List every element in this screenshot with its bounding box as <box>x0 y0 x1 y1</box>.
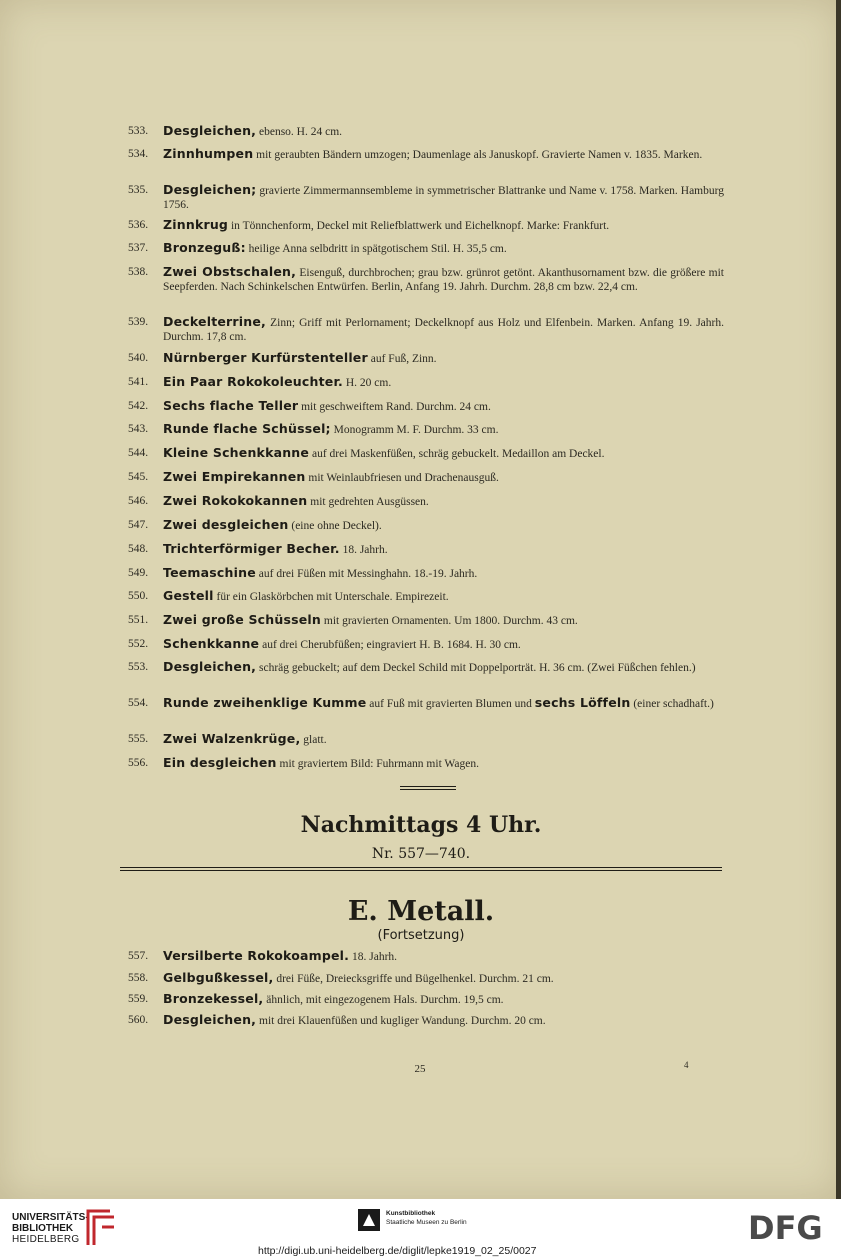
entry-text: mit graviertem Bild: Fuhrmann mit Wagen. <box>276 758 479 770</box>
entry-heading: Schenkkanne <box>163 636 260 651</box>
ornament-rule <box>400 786 456 787</box>
entry-number: 555. <box>128 733 149 745</box>
entry-heading: Desgleichen, <box>163 123 257 138</box>
catalog-entry <box>128 518 724 533</box>
kunstbibliothek-logo-icon[interactable] <box>358 1209 380 1231</box>
catalog-entry <box>128 992 724 1007</box>
entry-heading: Zwei desgleichen <box>163 517 289 532</box>
entry-heading-secondary: sechs Löffeln <box>534 695 631 710</box>
entry-text: auf Fuß mit gravierten Blumen und <box>366 698 535 710</box>
entry-heading: Ein desgleichen <box>163 755 277 770</box>
sheet-signature: 4 <box>684 1060 689 1070</box>
entry-heading: Bronzeguß: <box>163 240 246 255</box>
entry-heading: Desgleichen, <box>163 659 257 674</box>
entry-heading: Zinnkrug <box>163 217 229 232</box>
entry-heading: Zwei Obstschalen, <box>163 264 297 279</box>
entry-text: mit gedrehten Ausgüssen. <box>307 496 429 508</box>
entry-text: H. 20 cm. <box>342 377 392 389</box>
catalog-entry <box>128 241 724 256</box>
dfg-logo[interactable] <box>748 1211 830 1243</box>
catalog-entry <box>128 183 724 212</box>
entry-text: auf drei Maskenfüßen, schräg gebuckelt. Medaillon am Deckel. <box>309 448 605 460</box>
entry-number: 548. <box>128 543 149 555</box>
ornament-rule <box>400 789 456 790</box>
catalog-entry <box>128 218 724 233</box>
entry-heading: Trichterförmiger Becher. <box>163 541 340 556</box>
entry-heading: Runde flache Schüssel; <box>163 421 331 436</box>
catalog-entry <box>128 315 724 344</box>
catalog-entry <box>128 949 724 964</box>
section-divider <box>120 870 722 871</box>
dfg-logo-text: DFG <box>748 1211 823 1243</box>
entry-heading: Deckelterrine, <box>163 314 266 329</box>
entry-text: 18. Jahrh. <box>349 951 398 963</box>
entry-number: 554. <box>128 697 149 709</box>
catalog-entry <box>128 696 724 711</box>
entry-number: 556. <box>128 757 149 769</box>
entry-heading: Sechs flache Teller <box>163 398 299 413</box>
entry-number: 546. <box>128 495 149 507</box>
entry-text: auf Fuß, Zinn. <box>367 353 437 365</box>
catalog-entry <box>128 265 724 294</box>
entry-heading: Zwei große Schüsseln <box>163 612 321 627</box>
university-library-logo-icon[interactable] <box>84 1205 118 1249</box>
entry-number: 557. <box>128 950 149 962</box>
entry-number: 537. <box>128 242 149 254</box>
entry-text: ebenso. H. 24 cm. <box>256 126 343 138</box>
entry-text-secondary: (einer schadhaft.) <box>630 698 714 710</box>
entry-text: auf drei Cherubfüßen; eingraviert H. B. 1684. H. 30 cm. <box>259 639 521 651</box>
entry-number: 538. <box>128 266 149 278</box>
session-time-heading: Nachmittags 4 Uhr. <box>300 812 542 838</box>
section-subtitle: (Fortsetzung) <box>377 928 465 943</box>
entry-heading: Zwei Empirekannen <box>163 469 306 484</box>
entry-number: 559. <box>128 993 149 1005</box>
entry-text: mit geschweiftem Rand. Durchm. 24 cm. <box>298 401 491 413</box>
entry-number: 541. <box>128 376 149 388</box>
entry-number: 560. <box>128 1014 149 1026</box>
entry-heading: Bronzekessel, <box>163 991 264 1006</box>
section-divider <box>120 867 722 868</box>
catalog-entry <box>128 613 724 628</box>
catalog-entry <box>128 422 724 437</box>
catalog-entry <box>128 971 724 986</box>
entry-heading: Desgleichen, <box>163 1012 257 1027</box>
number-range: Nr. 557—740. <box>371 846 471 862</box>
entry-number: 558. <box>128 972 149 984</box>
entry-number: 552. <box>128 638 149 650</box>
entry-number: 535. <box>128 184 149 196</box>
catalog-entry <box>128 446 724 461</box>
entry-heading: Zwei Rokokokannen <box>163 493 308 508</box>
catalog-entry <box>128 589 724 604</box>
entry-text: Eisenguß, durchbrochen; grau bzw. grünrot getönt. Akanthusornament bzw. die größere mit Seepferden. Nach Schinkelschen Entwürfen. Berlin, Anfang 19. Jahrh. Durchm. 28,8 cm bzw. 22,4 cm. <box>163 267 724 293</box>
catalog-entry <box>128 147 724 162</box>
entry-text: Monogramm M. F. Durchm. 33 cm. <box>330 424 499 436</box>
entry-heading: Teemaschine <box>163 565 256 580</box>
page-number: 25 <box>414 1063 426 1075</box>
catalog-entry <box>128 660 724 675</box>
catalog-entry <box>128 470 724 485</box>
entry-text: 18. Jahrh. <box>339 544 388 556</box>
section-title: E. Metall. <box>347 896 495 927</box>
entry-heading: Versilberte Rokokoampel. <box>163 948 350 963</box>
entry-text: mit geraubten Bändern umzogen; Daumenlage als Januskopf. Gravierte Namen v. 1835. Marken. <box>253 149 703 161</box>
catalog-entry <box>128 732 724 747</box>
entry-number: 549. <box>128 567 149 579</box>
catalog-entry <box>128 542 724 557</box>
catalog-entry <box>128 637 724 652</box>
entry-text: gravierte Zimmermannsembleme in symmetrischer Blattranke und Name v. 1758. Marken. Hamburg 1756. <box>163 185 724 211</box>
kunstbibliothek-logo-text[interactable]: Kunstbibliothek Staatliche Museen zu Berlin <box>386 1210 467 1226</box>
entry-text: für ein Glaskörbchen mit Unterschale. Empirezeit. <box>213 591 449 603</box>
entry-number: 533. <box>128 125 149 137</box>
entry-number: 550. <box>128 590 149 602</box>
entry-number: 540. <box>128 352 149 364</box>
entry-text: (eine ohne Deckel). <box>288 520 382 532</box>
entry-heading: Nürnberger Kurfürstenteller <box>163 350 368 365</box>
entry-number: 539. <box>128 316 149 328</box>
catalog-entry <box>128 756 724 771</box>
entry-heading: Zinnhumpen <box>163 146 254 161</box>
entry-text: mit gravierten Ornamenten. Um 1800. Durchm. 43 cm. <box>321 615 578 627</box>
catalog-entry <box>128 375 724 390</box>
entry-number: 534. <box>128 148 149 160</box>
university-library-logo-text[interactable]: UNIVERSITÄTS- BIBLIOTHEK HEIDELBERG <box>12 1212 89 1245</box>
entry-number: 553. <box>128 661 149 673</box>
catalog-entry <box>128 1013 724 1028</box>
entry-number: 545. <box>128 471 149 483</box>
entry-heading: Desgleichen; <box>163 182 257 197</box>
catalog-entry <box>128 566 724 581</box>
catalog-entry <box>128 494 724 509</box>
catalog-entry <box>128 351 724 366</box>
viewer-footer <box>0 1199 841 1259</box>
entry-number: 547. <box>128 519 149 531</box>
entry-text: glatt. <box>300 734 327 746</box>
entry-heading: Runde zweihenklige Kumme <box>163 695 367 710</box>
entry-heading: Gestell <box>163 588 214 603</box>
catalog-entry <box>128 124 724 139</box>
entry-heading: Gelbgußkessel, <box>163 970 274 985</box>
entry-heading: Zwei Walzenkrüge, <box>163 731 301 746</box>
entry-number: 536. <box>128 219 149 231</box>
entry-text: drei Füße, Dreiecksgriffe und Bügelhenkel. Durchm. 21 cm. <box>273 973 554 985</box>
catalog-entry <box>128 399 724 414</box>
entry-text: schräg gebuckelt; auf dem Deckel Schild mit Doppelporträt. H. 36 cm. (Zwei Füßchen fehlen.) <box>256 662 696 674</box>
entry-text: heilige Anna selbdritt in spätgotischem Stil. H. 35,5 cm. <box>245 243 507 255</box>
entry-heading: Kleine Schenkkanne <box>163 445 310 460</box>
entry-number: 543. <box>128 423 149 435</box>
entry-text: mit Weinlaubfriesen und Drachenausguß. <box>305 472 499 484</box>
entry-text: mit drei Klauenfüßen und kugliger Wandung. Durchm. 20 cm. <box>256 1015 546 1027</box>
source-url-link[interactable]: http://digi.ub.uni-heidelberg.de/diglit/lepke1919_02_25/0027 <box>258 1245 537 1257</box>
entry-text: in Tönnchenform, Deckel mit Reliefblattwerk und Eichelknopf. Marke: Frankfurt. <box>228 220 610 232</box>
entry-text: ähnlich, mit eingezogenem Hals. Durchm. 19,5 cm. <box>263 994 504 1006</box>
entry-text: auf drei Füßen mit Messinghahn. 18.-19. Jahrh. <box>255 568 478 580</box>
entry-number: 551. <box>128 614 149 626</box>
entry-number: 542. <box>128 400 149 412</box>
entry-number: 544. <box>128 447 149 459</box>
entry-heading: Ein Paar Rokokoleuchter. <box>163 374 343 389</box>
entry-text: Zinn; Griff mit Perlornament; Deckelknopf aus Holz und Elfenbein. Marken. Anfang 19. Jahrh. Durchm. 17,8 cm. <box>163 317 724 343</box>
